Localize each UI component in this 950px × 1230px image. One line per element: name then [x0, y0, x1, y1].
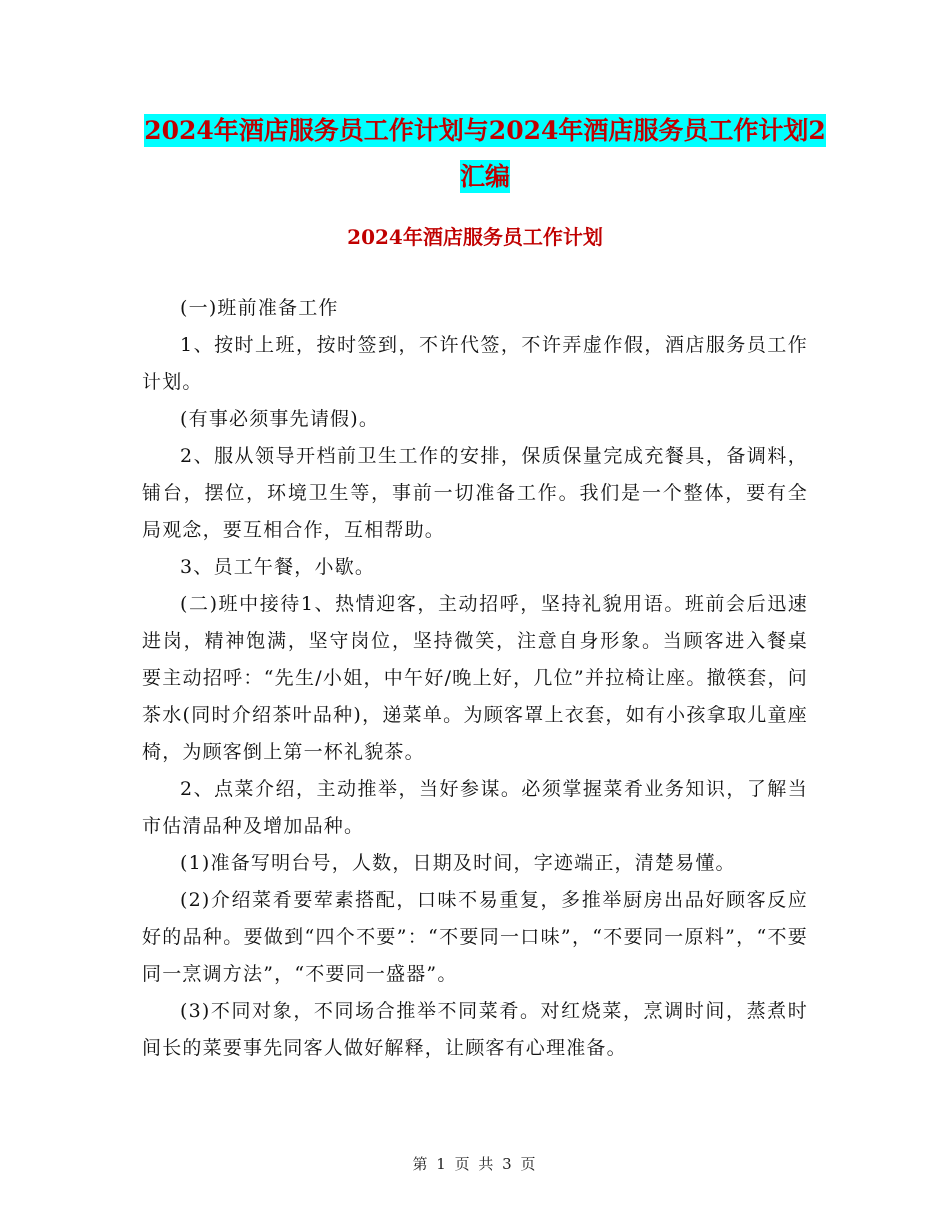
paragraph: 2、点菜介绍，主动推举，当好参谋。必须掌握菜肴业务知识，了解当市估清品种及增加品种。	[142, 778, 808, 837]
body-text	[142, 290, 808, 1067]
paragraph: 1、按时上班，按时签到，不许代签，不许弄虚作假，酒店服务员工作计划。	[142, 334, 808, 393]
main-title	[140, 108, 830, 200]
paragraph: 2、服从领导开档前卫生工作的安排，保质保量完成充餐具，备调料，铺台，摆位，环境卫生等，事前一切准备工作。我们是一个整体，要有全局观念，要互相合作，互相帮助。	[142, 445, 808, 541]
section-title: 2024年酒店服务员工作计划	[347, 225, 603, 249]
paragraph: (一)班前准备工作	[180, 297, 339, 319]
paragraph: (有事必须事先请假)。	[180, 408, 380, 430]
paragraph: (2)介绍菜肴要荤素搭配，口味不易重复，多推举厨房出品好顾客反应好的品种。要做到“四个不要”：“不要同一口味”，“不要同一原料”，“不要同一烹调方法”，“不要同一盛器”。	[142, 889, 808, 985]
main-title-text: 2024年酒店服务员工作计划与2024年酒店服务员工作计划2汇编	[144, 116, 826, 191]
paragraph: 3、员工午餐，小歇。	[180, 556, 376, 578]
paragraph: (二)班中接待1、热情迎客，主动招呼，坚持礼貌用语。班前会后迅速进岗，精神饱满，坚守岗位，坚持微笑，注意自身形象。当顾客进入餐桌要主动招呼：“先生/小姐，中午好/晚上好，几位”并拉椅让座。撤筷套，问茶水(同时介绍茶叶品种)，递菜单。为顾客罩上衣套，如有小孩拿取儿童座椅，为顾客倒上第一杯礼貌茶。	[142, 593, 808, 763]
paragraph: (1)准备写明台号，人数，日期及时间，字迹端正，清楚易懂。	[180, 852, 736, 874]
paragraph: (3)不同对象，不同场合推举不同菜肴。对红烧菜，烹调时间，蒸煮时间长的菜要事先同客人做好解释，让顾客有心理准备。	[142, 1000, 808, 1059]
page-footer: 第 1 页 共 3 页	[412, 1155, 538, 1173]
